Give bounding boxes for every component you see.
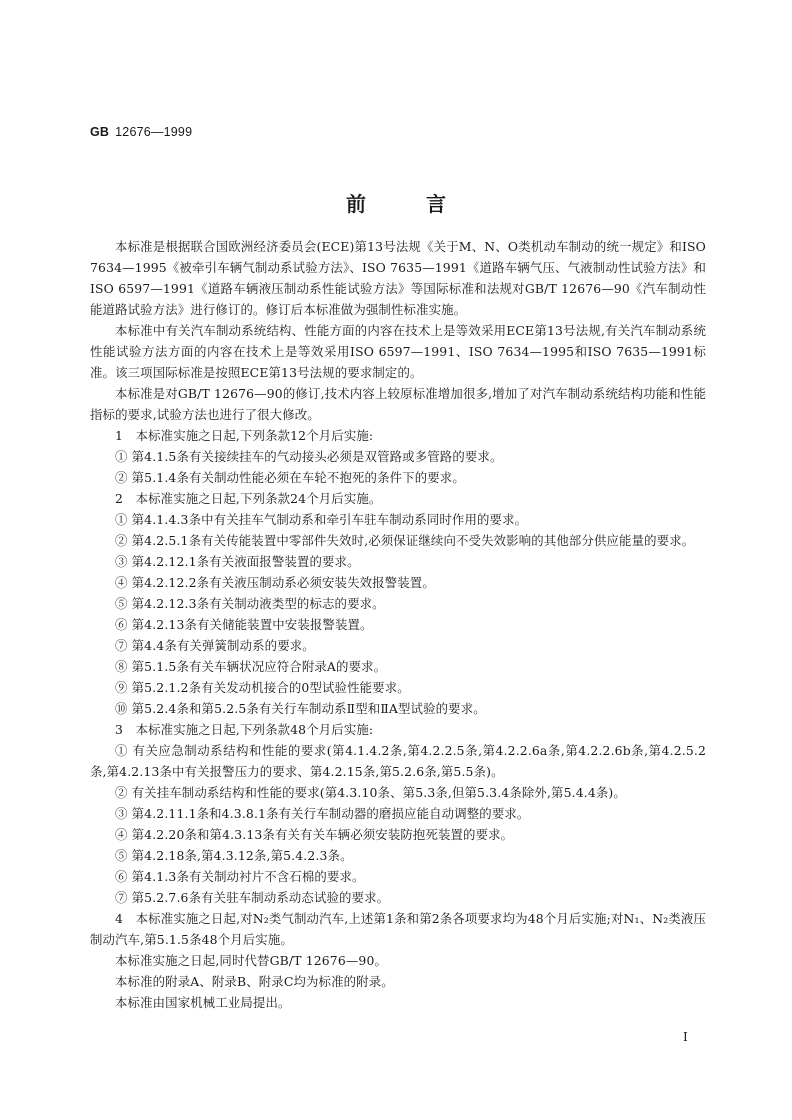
list-item: ⑦ 第5.2.7.6条有关驻车制动系动态试验的要求。 (115, 890, 390, 905)
list-item: ② 第5.1.4条有关制动性能必须在车轮不抱死的条件下的要求。 (115, 470, 465, 485)
standard-code (90, 125, 192, 139)
list-item: ④ 第4.2.12.2条有关液压制动系必须安装失效报警装置。 (115, 575, 435, 590)
page-title: 前言 (346, 192, 506, 216)
list-item: ③ 第4.2.12.1条有关液面报警装置的要求。 (115, 554, 360, 569)
list-item: ② 有关挂车制动系结构和性能的要求(第4.3.10条、第5.3条,但第5.3.4条除外,第5.4.4条)。 (115, 785, 626, 800)
paragraph: 本标准是对GB/T 12676—90的修订,技术内容上较原标准增加很多,增加了对汽车制动系统结构功能和性能指标的要求,试验方法也进行了很大修改。 (90, 386, 706, 422)
list-item: ③ 第4.2.11.1条和4.3.8.1条有关行车制动器的磨损应能自动调整的要求。 (115, 806, 530, 821)
list-item: ⑤ 第4.2.18条,第4.3.12条,第5.4.2.3条。 (115, 848, 353, 863)
page-number: I (683, 1030, 688, 1044)
paragraph: 本标准是根据联合国欧洲经济委员会(ECE)第13号法规《关于M、N、O类机动车制动的统一规定》和ISO 7634—1995《被牵引车辆气制动系试验方法》、ISO 7635—1991《道路车辆气压、气液制动性试验方法》和ISO 6597—1991《道路车辆液压制动系性能试验方法》等国际标准和法规对GB/T 12676—90《汽车制动性能道路试验方法》进行修订的。修订后本标准做为强制性标准实施。 (90, 239, 706, 317)
clause-heading: 1 本标准实施之日起,下列条款12个月后实施: (115, 428, 374, 443)
clause-heading: 2 本标准实施之日起,下列条款24个月后实施。 (115, 491, 382, 506)
clause-heading: 3 本标准实施之日起,下列条款48个月后实施: (115, 722, 374, 737)
paragraph: 本标准由国家机械工业局提出。 (115, 995, 291, 1010)
list-item: ① 第4.1.4.3条中有关挂车气制动系和牵引车驻车制动系同时作用的要求。 (115, 512, 528, 527)
list-item: ⑧ 第5.1.5条有关车辆状况应符合附录A的要求。 (115, 659, 387, 674)
list-item: ④ 第4.2.20条和第4.3.13条有关有关车辆必须安装防抱死装置的要求。 (115, 827, 514, 842)
standard-prefix: GB (90, 125, 110, 139)
list-item: ⑥ 第4.1.3条有关制动衬片不含石棉的要求。 (115, 869, 365, 884)
list-item: ⑩ 第5.2.4条和第5.2.5条有关行车制动系Ⅱ型和ⅡA型试验的要求。 (115, 701, 486, 716)
list-item: ⑨ 第5.2.1.2条有关发动机接合的0型试验性能要求。 (115, 680, 410, 695)
standard-number: 12676—1999 (115, 125, 193, 139)
clause-heading: 4 本标准实施之日起,对N₂类气制动汽车,上述第1条和第2条各项要求均为48个月后实施;对N₁、N₂类液压制动汽车,第5.1.5条48个月后实施。 (90, 911, 706, 947)
list-item: ① 第4.1.5条有关接续挂车的气动接头必须是双管路或多管路的要求。 (115, 449, 503, 464)
list-item: ⑦ 第4.4条有关弹簧制动系的要求。 (115, 638, 315, 653)
paragraph: 本标准中有关汽车制动系统结构、性能方面的内容在技术上是等效采用ECE第13号法规,有关汽车制动系统性能试验方法方面的内容在技术上是等效采用ISO 6597—1991、ISO 7634—1995和ISO 7635—1991标准。该三项国际标准是按照ECE第13号法规的要求制定的。 (90, 323, 706, 380)
list-item: ① 有关应急制动系结构和性能的要求(第4.1.4.2条,第4.2.2.5条,第4.2.2.6a条,第4.2.2.6b条,第4.2.5.2条,第4.2.13条中有关报警压力的要求、第4.2.15条,第5.2.6条,第5.5条)。 (90, 743, 706, 779)
list-item: ② 第4.2.5.1条有关传能装置中零部件失效时,必须保证继续向不受失效影响的其他部分供应能量的要求。 (115, 533, 695, 548)
list-item: ⑥ 第4.2.13条有关储能装置中安装报警装置。 (115, 617, 373, 632)
list-item: ⑤ 第4.2.12.3条有关制动液类型的标志的要求。 (115, 596, 385, 611)
foreword-body (90, 236, 706, 1013)
paragraph: 本标准的附录A、附录B、附录C均为标准的附录。 (115, 974, 394, 989)
paragraph: 本标准实施之日起,同时代替GB/T 12676—90。 (115, 953, 388, 968)
